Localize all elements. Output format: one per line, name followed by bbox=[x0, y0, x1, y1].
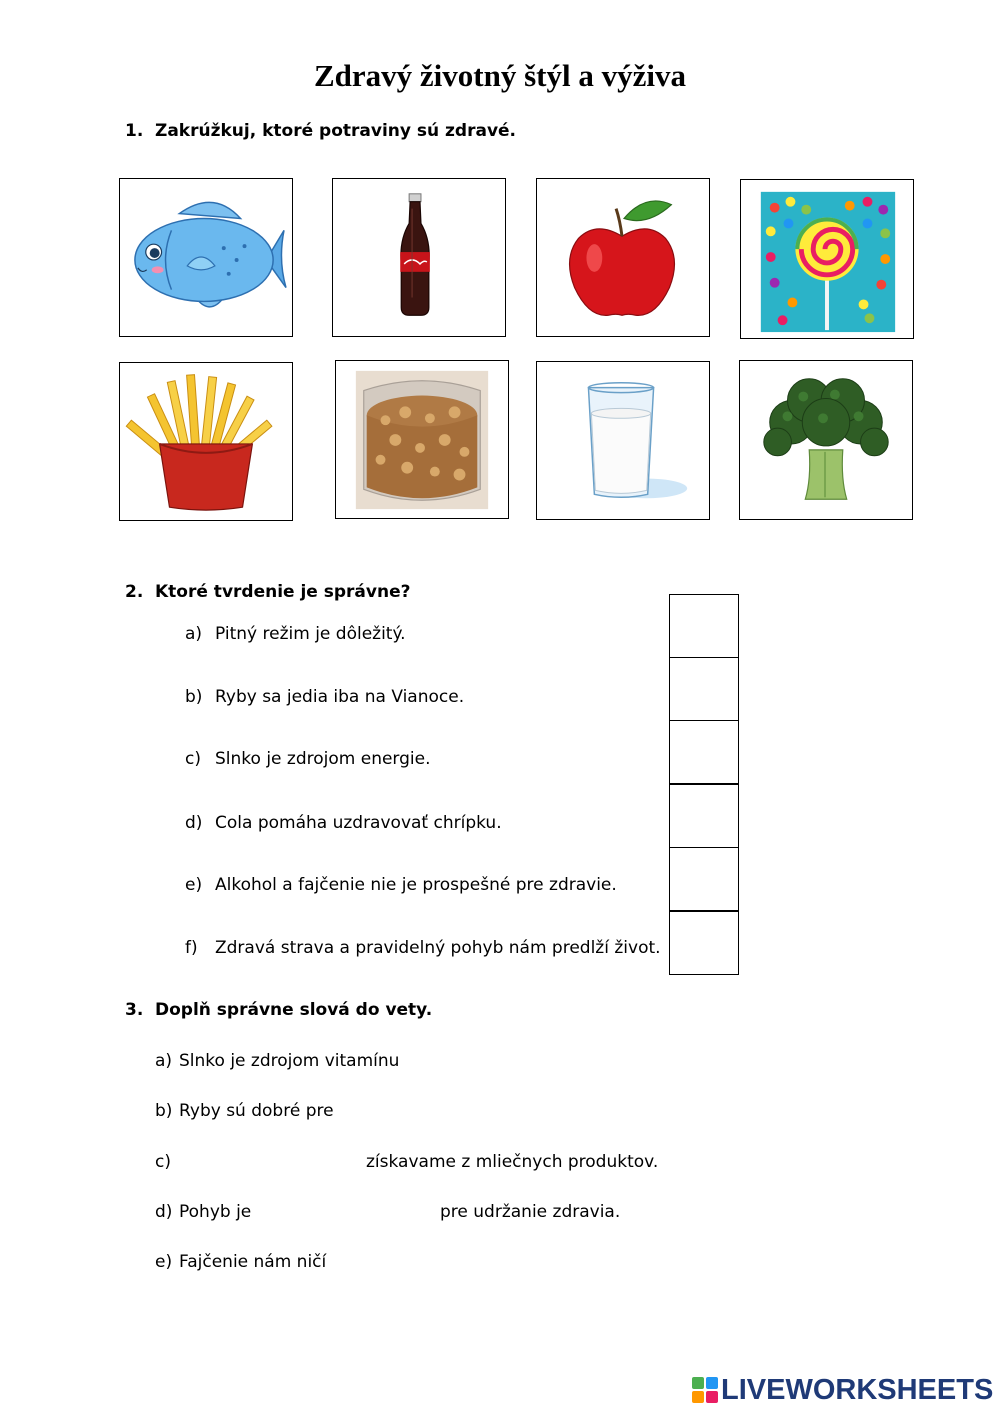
apple-icon bbox=[537, 179, 709, 336]
cola-bottle-icon bbox=[333, 179, 505, 336]
answer-box-a[interactable] bbox=[669, 594, 739, 658]
food-card-apple[interactable] bbox=[536, 178, 710, 337]
statement-c bbox=[185, 749, 431, 769]
fill-letter: e) bbox=[155, 1252, 173, 1272]
statement-letter: d) bbox=[185, 813, 203, 833]
answer-box-f[interactable] bbox=[669, 911, 739, 975]
statement-b bbox=[185, 687, 464, 707]
statement-text: Pitný režim je dôležitý. bbox=[215, 624, 406, 644]
fill-text-before: Pohyb je bbox=[179, 1202, 252, 1222]
question-3-heading bbox=[125, 1000, 432, 1020]
fill-text-before: Ryby sú dobré pre bbox=[179, 1101, 334, 1121]
fill-item-e bbox=[155, 1252, 326, 1272]
answer-box-d[interactable] bbox=[669, 784, 739, 848]
fill-text-before: Slnko je zdrojom vitamínu bbox=[179, 1051, 400, 1071]
answer-box-b[interactable] bbox=[669, 657, 739, 721]
statement-f bbox=[185, 938, 661, 958]
question-1-heading bbox=[125, 121, 516, 141]
fill-item-c bbox=[155, 1152, 179, 1172]
fill-text-after-d: pre udržanie zdravia. bbox=[440, 1202, 621, 1222]
question-number: 3. bbox=[125, 1000, 144, 1020]
fill-item-a bbox=[155, 1051, 399, 1071]
question-number: 1. bbox=[125, 121, 144, 141]
question-number: 2. bbox=[125, 582, 144, 602]
statement-text: Alkohol a fajčenie nie je prospešné pre zdravie. bbox=[215, 875, 617, 895]
statement-letter: a) bbox=[185, 624, 203, 644]
fill-letter: b) bbox=[155, 1101, 173, 1121]
statement-letter: b) bbox=[185, 687, 203, 707]
milk-glass-icon bbox=[537, 362, 709, 519]
statement-d bbox=[185, 813, 502, 833]
fill-letter: d) bbox=[155, 1202, 173, 1222]
fill-letter: a) bbox=[155, 1051, 173, 1071]
fill-item-b bbox=[155, 1101, 334, 1121]
statement-text: Slnko je zdrojom energie. bbox=[215, 749, 431, 769]
question-text: Zakrúžkuj, ktoré potraviny sú zdravé. bbox=[155, 121, 517, 141]
statement-letter: c) bbox=[185, 749, 201, 769]
answer-box-e[interactable] bbox=[669, 847, 739, 911]
food-card-fries[interactable] bbox=[119, 362, 293, 521]
logo-mark-icon bbox=[692, 1377, 718, 1403]
food-card-broccoli[interactable] bbox=[739, 360, 913, 520]
food-card-candy[interactable] bbox=[740, 179, 914, 339]
page-title: Zdravý životný štýl a výživa bbox=[314, 58, 686, 93]
logo-text: LIVEWORKSHEETS bbox=[721, 1373, 994, 1406]
statement-text: Ryby sa jedia iba na Vianoce. bbox=[215, 687, 465, 707]
granola-jar-icon bbox=[336, 361, 508, 518]
food-card-granola[interactable] bbox=[335, 360, 509, 519]
broccoli-icon bbox=[740, 361, 912, 519]
food-card-fish[interactable] bbox=[119, 178, 293, 337]
fill-text-after-c: získavame z mliečnych produktov. bbox=[366, 1152, 659, 1172]
question-text: Ktoré tvrdenie je správne? bbox=[155, 582, 411, 602]
statement-letter: e) bbox=[185, 875, 203, 895]
statement-a bbox=[185, 624, 406, 644]
liveworksheets-logo bbox=[692, 1372, 993, 1408]
statement-text: Cola pomáha uzdravovať chrípku. bbox=[215, 813, 502, 833]
candy-lollipop-icon bbox=[741, 180, 913, 338]
question-text: Doplň správne slová do vety. bbox=[155, 1000, 433, 1020]
food-card-cola[interactable] bbox=[332, 178, 506, 337]
question-2-heading bbox=[125, 582, 410, 602]
statement-e bbox=[185, 875, 617, 895]
statement-letter: f) bbox=[185, 938, 198, 958]
statement-text: Zdravá strava a pravidelný pohyb nám predlží život. bbox=[215, 938, 661, 958]
fill-text-before: Fajčenie nám ničí bbox=[179, 1252, 327, 1272]
food-card-milk[interactable] bbox=[536, 361, 710, 520]
french-fries-icon bbox=[120, 363, 292, 520]
answer-box-c[interactable] bbox=[669, 720, 739, 784]
fill-item-d bbox=[155, 1202, 251, 1222]
fish-icon bbox=[120, 179, 292, 336]
fill-letter: c) bbox=[155, 1152, 171, 1172]
